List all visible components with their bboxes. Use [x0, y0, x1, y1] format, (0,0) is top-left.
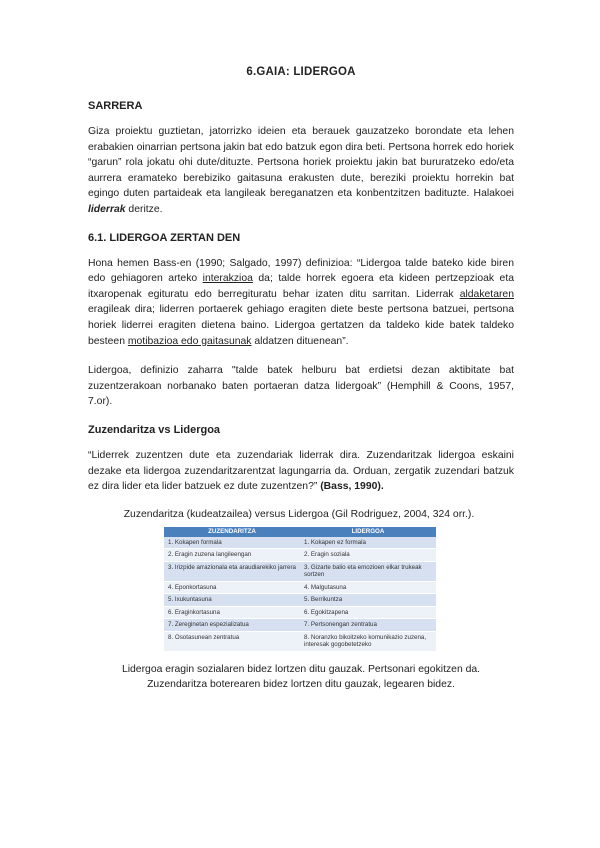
section1-heading: 6.1. LIDERGOA ZERTAN DEN [88, 231, 241, 244]
table-row [164, 594, 436, 607]
table-cell: 4. Malgutasuna [300, 581, 436, 594]
table-cell: 2. Eragin zuzena langileengan [164, 549, 300, 562]
table-row [164, 619, 436, 632]
liderrak-emphasis: liderrak [88, 203, 126, 215]
sarrera-paragraph [88, 124, 514, 218]
table-row [164, 606, 436, 619]
table-cell: 3. Irizpide arrazionala eta araudiarekiko jarrera [164, 561, 300, 581]
summary-footer [88, 662, 514, 692]
underlined-term: motibazioa edo gaitasunak [127, 335, 252, 347]
table-cell: 2. Eragin soziala [300, 549, 436, 562]
table-caption: Zuzendaritza (kudeatzailea) versus Lidergoa (Gil Rodriguez, 2004, 324 orr.). [123, 508, 475, 520]
sarrera-text-end: deritze. [125, 203, 163, 215]
footer-line: Zuzendaritza boterearen bidez lortzen ditu gauzak, legearen bidez. [147, 678, 455, 690]
text-span: “Liderrek zuzentzen dute eta zuzendariak liderrak dira. Zuzendaritzak lidergoa eskaini dezake eta lidergoa zuzendaritzarentzat lagungarria da. Orduan, zergatik zuzendari batzuk ez dira lider eta lider batzuek ez dute zuzentzen?” [88, 449, 514, 493]
table-cell: 5. Berrikuntza [300, 594, 436, 607]
text-span: da; talde horrek egoera eta kideen pertzepzioak eta itxaropenak egituratu edo berregituratu behar izaten ditu sarritan. Liderrak [88, 273, 514, 300]
sarrera-text: Giza proiektu guztietan, jatorrizko ideien eta berauek gauzatzeko borondate eta lehen erabakien oinarrian pertsona jakin bat edo batzuk egon dira beti. Pertsona horrek edo horiek “garun” rola jokatu ohi dute/dituzte. Pertsona horiek proiektu jakin bat bururatzeko edo/eta aurrera eramateko berebiziko gaitasuna erakusten dute, bereziki proiektu horrekin bat egingo duten partaideak eta langileak bereganatzen eta konbentzitzen badituzte. Halakoei [88, 126, 514, 200]
table-row [164, 631, 436, 651]
underlined-term: aldaketaren [459, 288, 514, 300]
old-definition-paragraph: Lidergoa, definizio zaharra "talde batek helburu bat erdietsi dezan aktibitate bat zuzentzerakoan norbanako baten portaeran datza lidergoak” (Hemphill & Coons, 1957, 7.or). [88, 365, 514, 408]
table-cell: 8. Noranzko bikoitzeko komunikazio zuzena, interesak gogobetetzeko [300, 631, 436, 651]
section2-heading: Zuzendaritza vs Lidergoa [88, 423, 221, 436]
table-header: LIDERGOA [300, 527, 436, 537]
table-cell: 8. Osotasunean zentratua [164, 631, 300, 651]
comparison-table [164, 527, 436, 652]
sarrera-heading: SARRERA [88, 100, 143, 112]
page-title: 6.GAIA: LIDERGOA [246, 66, 356, 78]
table-cell: 1. Kokapen ez formala [300, 537, 436, 549]
underlined-term: interakzioa [202, 273, 253, 285]
table-cell: 1. Kokapen formala [164, 537, 300, 549]
table-cell: 3. Gizarte balio eta emozioen elkar trukeak sortzen [300, 561, 436, 581]
table-row [164, 581, 436, 594]
table-row [164, 537, 436, 549]
table-cell: 6. Egokitzapena [300, 606, 436, 619]
bass-definition-paragraph [88, 256, 514, 350]
text-span: aldatzen dituenean”. [251, 335, 349, 347]
document-page [88, 66, 514, 692]
table-row [164, 549, 436, 562]
bass-citation: (Bass, 1990). [320, 481, 384, 493]
table-cell: 4. Eponkortasuna [164, 581, 300, 594]
text-span: Hona hemen Bass-en (1990; Salgado, 1997) definizioa: “Lidergoa talde bateko kide biren edo gehiagoren arteko [88, 257, 514, 285]
table-row [164, 561, 436, 581]
table-cell: 7. Pertsonengan zentratua [300, 619, 436, 632]
text-span: eragileak dira; liderren portaerek gehiago eragiten diete beste pertsona batzuei, pertsona horiek liderrei eragiten dietena baino. Lidergoa gertatzen da taldeko kide batek taldeko besteen [88, 304, 514, 347]
footer-line: Lidergoa eragin sozialaren bidez lortzen ditu gauzak. Pertsonari egokitzen da. [121, 663, 481, 675]
table-cell: 5. Ixukuntasuna [164, 594, 300, 607]
table-header: ZUZENDARITZA [164, 527, 300, 537]
bass-quote-paragraph [88, 448, 514, 495]
table-cell: 6. Eraginkortasuna [164, 606, 300, 619]
table-cell: 7. Zereginetan espezializatua [164, 619, 300, 632]
